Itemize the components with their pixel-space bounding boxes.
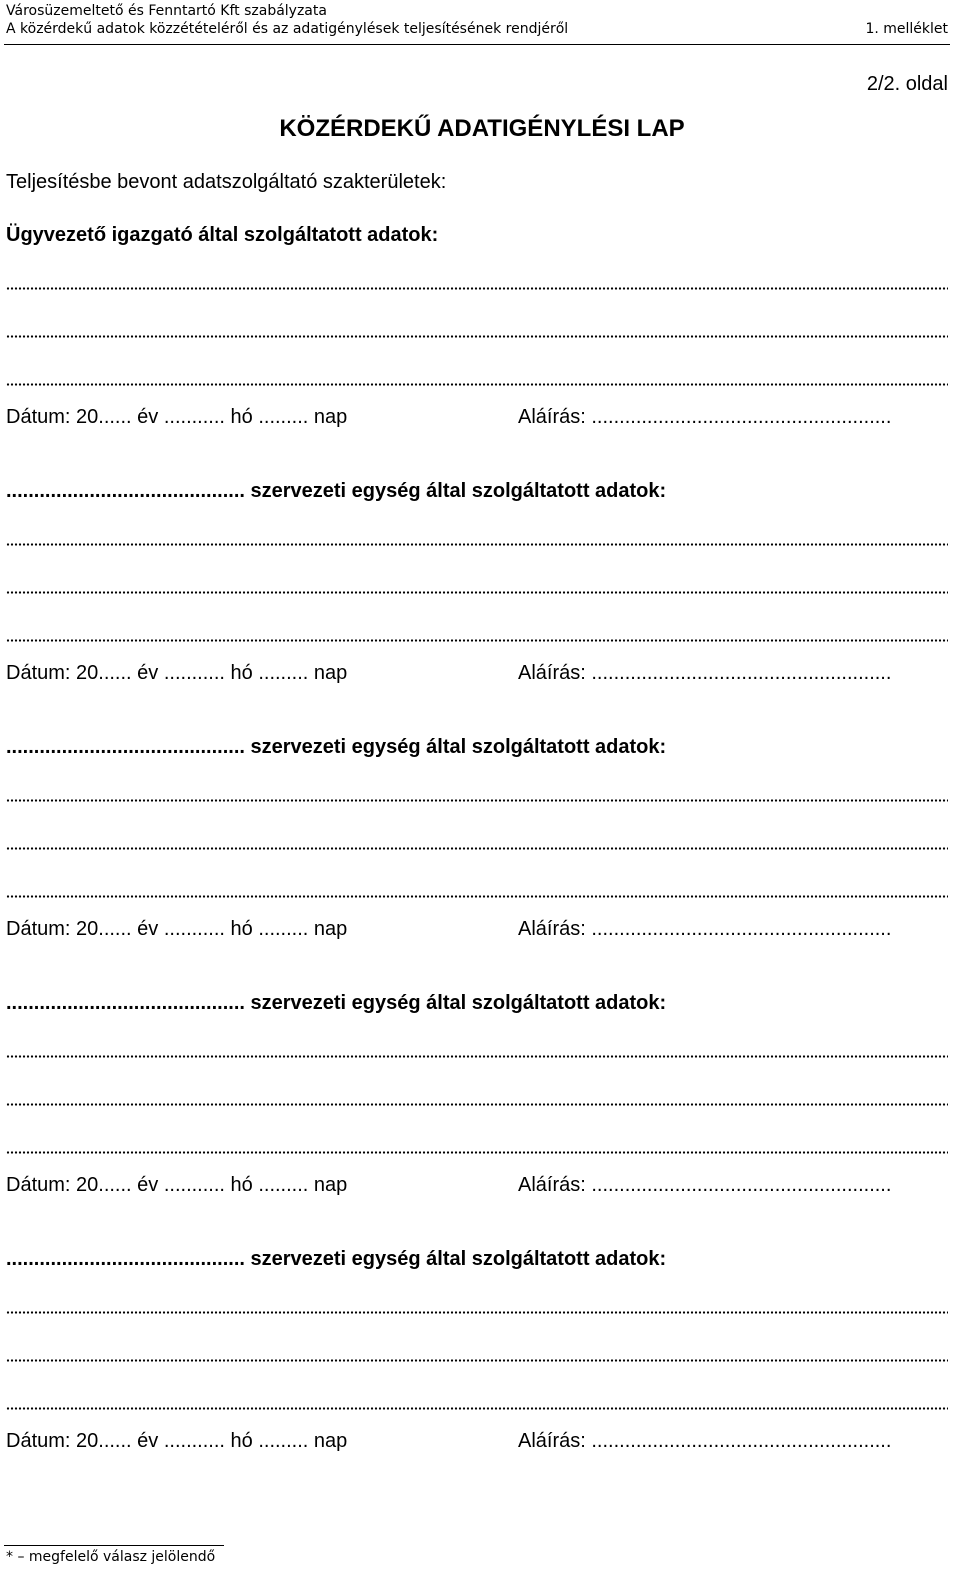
intro-text: Teljesítésbe bevont adatszolgáltató szakterületek: (6, 171, 447, 193)
header-doc-title: A közérdekű adatok közzétételéről és az adatigénylések teljesítésének rendjéről (6, 21, 569, 37)
answer-line[interactable] (6, 808, 948, 856)
signature-field[interactable]: Aláírás: ...................................................... (518, 406, 892, 428)
header-company: Városüzemeltető és Fenntartó Kft szabályzata (6, 3, 327, 19)
section-title: ........................................... szervezeti egység által szolgáltatott adatok: (6, 736, 667, 758)
page-header (4, 0, 950, 45)
header-annex: 1. melléklet (865, 21, 948, 37)
section-unit-4 (6, 990, 948, 1206)
answer-line[interactable] (6, 1320, 948, 1368)
answer-line[interactable] (6, 504, 948, 552)
answer-line[interactable] (6, 552, 948, 600)
section-title: ........................................... szervezeti egység által szolgáltatott adatok: (6, 480, 667, 502)
date-field[interactable]: Dátum: 20...... év ........... hó ......... nap (6, 1174, 348, 1196)
section-title: ........................................... szervezeti egység által szolgáltatott adatok: (6, 1248, 667, 1270)
date-signature-row (6, 1418, 948, 1462)
date-field[interactable]: Dátum: 20...... év ........... hó ......... nap (6, 662, 348, 684)
answer-line[interactable] (6, 1064, 948, 1112)
section-unit-2 (6, 478, 948, 694)
section-title: ........................................... szervezeti egység által szolgáltatott adatok: (6, 992, 667, 1014)
signature-field[interactable]: Aláírás: ...................................................... (518, 662, 892, 684)
date-field[interactable]: Dátum: 20...... év ........... hó ......... nap (6, 918, 348, 940)
date-signature-row (6, 650, 948, 694)
form-title (0, 114, 960, 144)
signature-field[interactable]: Aláírás: ...................................................... (518, 1174, 892, 1196)
footnote: * – megfelelő válasz jelölendő (6, 1549, 216, 1565)
footnote-rule (4, 1545, 224, 1546)
answer-line[interactable] (6, 1016, 948, 1064)
answer-line[interactable] (6, 248, 948, 296)
answer-line[interactable] (6, 600, 948, 648)
date-field[interactable]: Dátum: 20...... év ........... hó ......... nap (6, 406, 348, 428)
answer-line[interactable] (6, 344, 948, 392)
form-title-text: KÖZÉRDEKŰ ADATIGÉNYLÉSI LAP (279, 115, 685, 142)
date-signature-row (6, 394, 948, 438)
section-unit-5 (6, 1246, 948, 1462)
page-number: 2/2. oldal (866, 73, 948, 95)
answer-line[interactable] (6, 760, 948, 808)
date-signature-row (6, 1162, 948, 1206)
signature-field[interactable]: Aláírás: ...................................................... (518, 1430, 892, 1452)
answer-line[interactable] (6, 856, 948, 904)
answer-line[interactable] (6, 1272, 948, 1320)
signature-field[interactable]: Aláírás: ...................................................... (518, 918, 892, 940)
answer-line[interactable] (6, 1112, 948, 1160)
answer-line[interactable] (6, 1368, 948, 1416)
date-field[interactable]: Dátum: 20...... év ........... hó ......... nap (6, 1430, 348, 1452)
date-signature-row (6, 906, 948, 950)
answer-line[interactable] (6, 296, 948, 344)
section-ugyvezeto (6, 222, 948, 438)
section-title: Ügyvezető igazgató által szolgáltatott adatok: (6, 224, 439, 246)
section-unit-3 (6, 734, 948, 950)
